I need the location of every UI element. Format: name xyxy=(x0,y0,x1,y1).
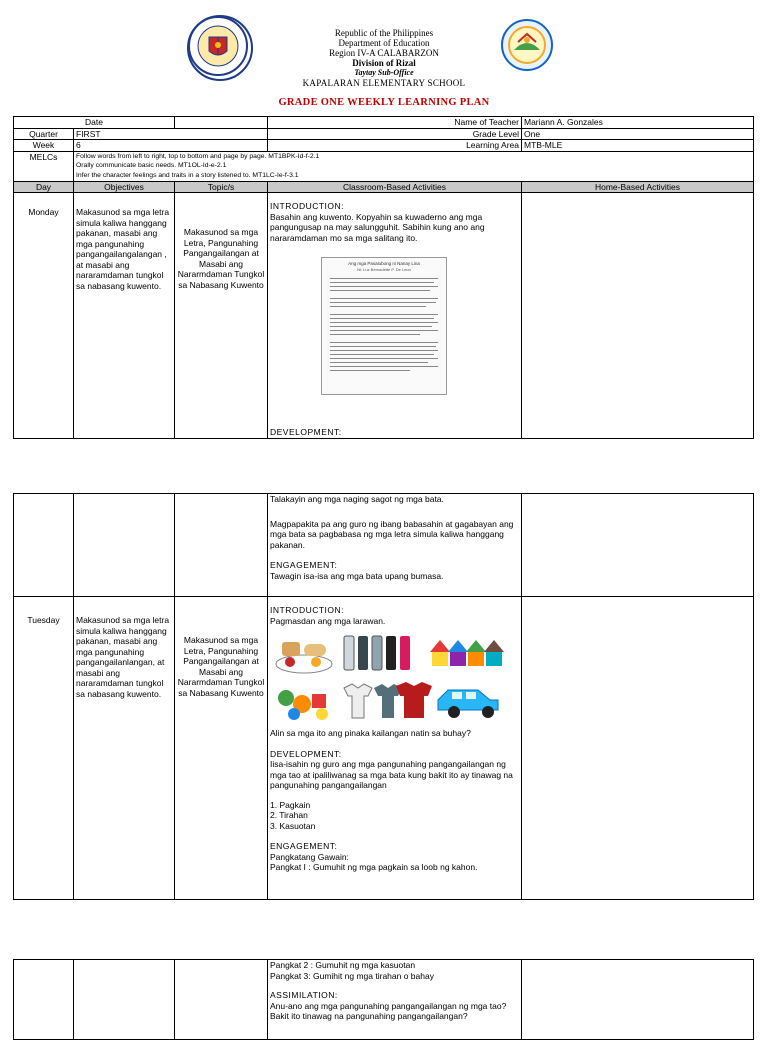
monday-classroom xyxy=(268,193,522,439)
department-line: Department of Education xyxy=(338,38,430,48)
sub-office-line: Taytay Sub-Office xyxy=(354,68,414,77)
monday-intro-label: INTRODUCTION: xyxy=(270,201,345,211)
houses-picture xyxy=(430,640,504,666)
group-2-task: Pangkat 2 : Gumuhit ng mga kasuotan xyxy=(270,960,416,970)
melcs-list xyxy=(74,151,754,181)
teacher-value: Mariann A. Gonzales xyxy=(522,117,754,129)
assimilation-label: ASSIMILATION: xyxy=(270,990,338,1000)
melc-3: Infer the character feelings and traits in a story listened to. MT1LC-Ie-f-3.1 xyxy=(76,171,299,179)
tuesday-continued xyxy=(268,960,522,1040)
story-image xyxy=(321,257,447,395)
tuesday-topic: Makasunod sa mga Letra, Pangunahing Pangangailangan at Masabi ang Nararmdaman Tungkol sa Nabasang Kuwento xyxy=(175,597,268,900)
tuesday-development-label: DEVELOPMENT: xyxy=(270,748,342,759)
division-line: Division of Rizal xyxy=(352,58,416,68)
monday-continued xyxy=(268,494,522,597)
story-author: Ni: Luz Bernadette P. De Leon xyxy=(357,267,411,272)
weekly-plan-table-page3 xyxy=(13,959,754,1040)
weekly-plan-table-page1 xyxy=(13,116,754,439)
learning-area-value: MTB-MLE xyxy=(522,140,754,152)
republic-line: Republic of the Philippines xyxy=(334,28,434,38)
monday-topic: Makasunod sa mga Letra, Pangunahing Pangangailangan at Masabi ang Nararmdaman Tungkol sa Nabasang Kuwento xyxy=(175,193,268,439)
discuss-answers: Talakayin ang mga naging sagot ng mga bata. xyxy=(270,494,444,504)
assimilation-text: Anu-ano ang mga pangunahing pangangailangan ng mga tao? Bakit ito tinawag na pangunahing pangangailangan? xyxy=(270,1000,507,1021)
monday-intro-text: Basahin ang kuwento. Kopyahin sa kuwaderno ang mga pangungusap na may salungguhit. Sabihin kung ano ang nararamdaman mo sa mga salitang ito. xyxy=(270,211,485,243)
group-3-task: Pangkat 3: Gumihit ng mga tirahan o bahay xyxy=(270,970,434,981)
week-label: Week xyxy=(14,140,74,152)
col-day: Day xyxy=(14,181,74,193)
col-topics: Topic/s xyxy=(175,181,268,193)
monday-development-label: DEVELOPMENT: xyxy=(270,426,342,437)
grade-level-value: One xyxy=(522,128,754,140)
teacher-label: Name of Teacher xyxy=(268,117,522,129)
learning-area-label: Learning Area xyxy=(268,140,522,152)
quarter-label: Quarter xyxy=(14,128,74,140)
tuesday-day: Tuesday xyxy=(14,597,74,900)
col-classroom: Classroom-Based Activities xyxy=(268,181,522,193)
melcs-label: MELCs xyxy=(14,151,74,181)
quarter-value: FIRST xyxy=(74,128,268,140)
grade-level-label: Grade Level xyxy=(268,128,522,140)
needs-item-2: 2. Tirahan xyxy=(270,810,308,820)
weekly-plan-table-page2 xyxy=(13,493,754,900)
region-line: Region IV-A CALABARZON xyxy=(329,48,439,58)
letterhead xyxy=(0,28,768,88)
monday-objectives: Makasunod sa mga letra simula kaliwa hanggang pakanan, masabi ang mga pangunahing pangangailangalangan , at masabi ang nararamdaman tungkol sa nabasang kuwento. xyxy=(74,193,175,439)
monday-home xyxy=(522,193,754,439)
school-name: KAPALARAN ELEMENTARY SCHOOL xyxy=(302,78,466,88)
car-picture xyxy=(438,690,498,718)
toys-picture xyxy=(278,690,328,720)
tuesday-classroom xyxy=(268,597,522,900)
date-label: Date xyxy=(14,117,175,129)
monday-engagement-label: ENGAGEMENT: xyxy=(270,560,338,570)
tuesday-question: Alin sa mga ito ang pinaka kailangan natin sa buhay? xyxy=(270,728,471,738)
basic-needs-pictures xyxy=(270,632,510,724)
tuesday-engagement-line1: Pangkatang Gawain: xyxy=(270,851,349,862)
melc-1: Follow words from left to right, top to bottom and page by page. MT1BPK-Id-f-2.1 xyxy=(76,152,320,160)
col-objectives: Objectives xyxy=(74,181,175,193)
show-more-readings: Magpapakita pa ang guro ng ibang babasahin at gagabayan ang mga bata sa pagbabasa ng mga letra simula kaliwa hanggang pakanan. xyxy=(270,518,514,550)
tuesday-intro-label: INTRODUCTION: xyxy=(270,605,345,615)
story-title: Ang mga Pasalubong ni Nanay Lina xyxy=(348,261,420,266)
tuesday-development-text: Iisa-isahin ng guro ang mga pangunahing pangangailangan ng mga tao at ipaliliwanag sa mga bata kung bakit ito ay tinawag na pangunahing pangangailangan xyxy=(270,759,513,790)
clothes-picture xyxy=(344,682,432,718)
tuesday-intro-text: Pagmasdan ang mga larawan. xyxy=(270,615,386,626)
page-title: GRADE ONE WEEKLY LEARNING PLAN xyxy=(278,97,490,108)
monday-day: Monday xyxy=(14,193,74,439)
monday-engagement-text: Tawagin isa-isa ang mga bata upang bumasa. xyxy=(270,570,444,581)
phones-picture xyxy=(344,636,410,670)
needs-item-3: 3. Kasuotan xyxy=(270,820,316,831)
needs-item-1: 1. Pagkain xyxy=(270,799,311,810)
melc-2: Orally communicate basic needs. MT1OL-Id-e-2.1 xyxy=(76,162,227,169)
tuesday-home xyxy=(522,597,754,900)
col-home: Home-Based Activities xyxy=(522,181,754,193)
tuesday-engagement-line2: Pangkat I : Gumuhit ng mga pagkain sa loob ng kahon. xyxy=(270,862,478,872)
tuesday-objectives: Makasunod sa mga letra simula kaliwa hanggang pakanan, masabi ang mga pangunahing pangangailanlangan, at masabi ang nararamdaman tungkol sa nabasang kuwento. xyxy=(74,597,175,900)
food-picture xyxy=(276,642,332,673)
tuesday-engagement-label: ENGAGEMENT: xyxy=(270,841,338,851)
week-value: 6 xyxy=(74,140,268,152)
